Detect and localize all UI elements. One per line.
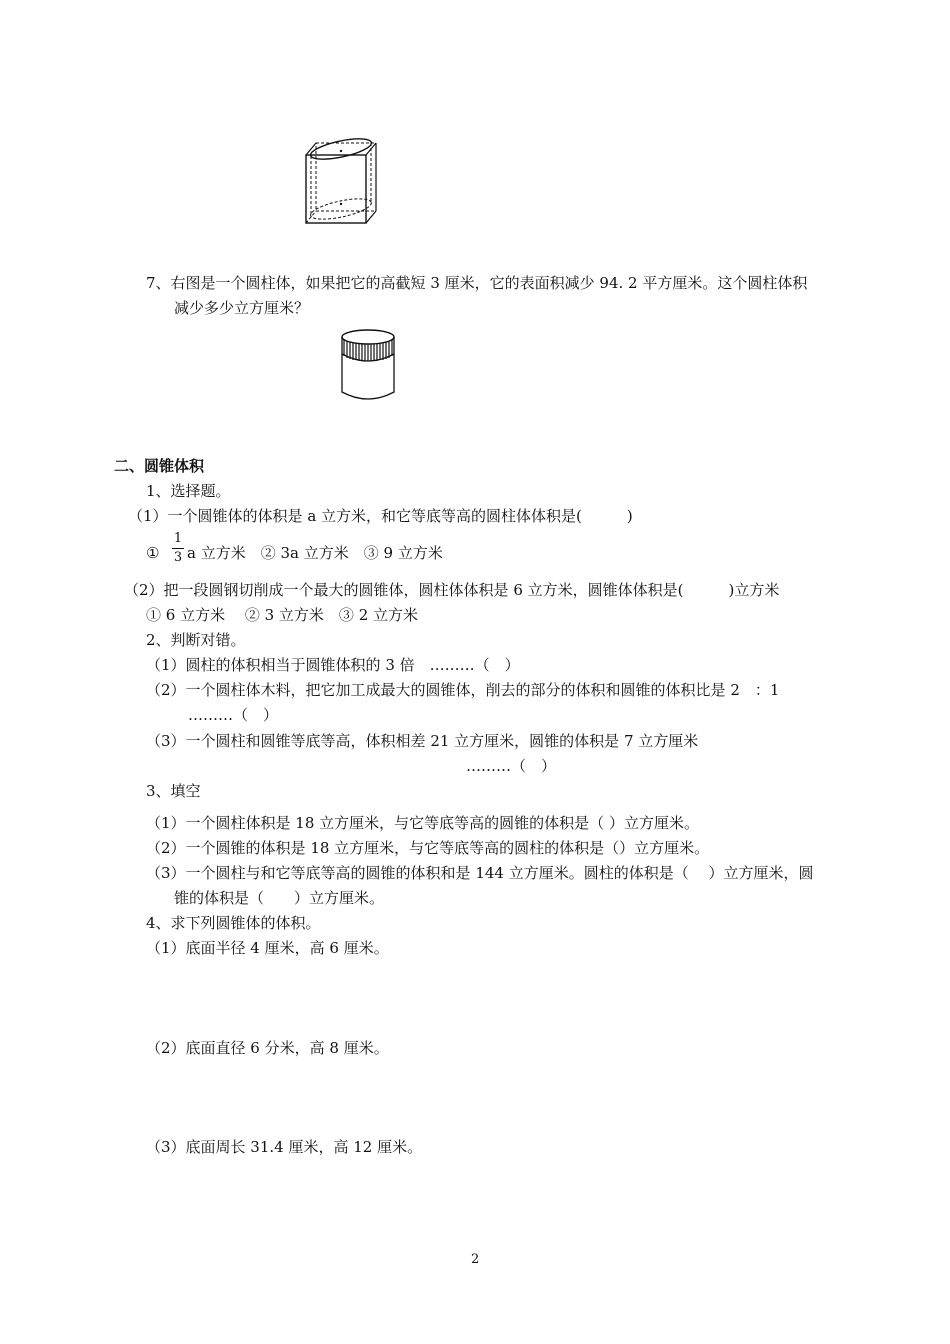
judge-statement-3-line-1: （3）一个圆柱和圆锥等底等高，体积相差 21 立方厘米，圆锥的体积是 7 立方厘米	[146, 732, 699, 750]
fill-blank-3-line-1: （3）一个圆柱与和它等底等高的圆锥的体积和是 144 立方厘米。圆柱的体积是（ ）立方厘米，圆	[146, 864, 814, 882]
fraction-numerator: 1	[173, 531, 183, 546]
question-7-line-2: 减少多少立方厘米？	[174, 299, 310, 317]
fill-blank-3-line-2: 锥的体积是（ ）立方厘米。	[174, 889, 385, 907]
choice-question-1-options: a 立方米 ② 3a 立方米 ③ 9 立方米	[187, 544, 443, 562]
one-third-fraction	[172, 531, 184, 566]
judge-statement-1: （1）圆柱的体积相当于圆锥体积的 3 倍 ………（ ）	[146, 656, 520, 674]
choice-question-1-option-mark: ①	[146, 544, 160, 562]
judge-statement-2-line-1: （2）一个圆柱体木料，把它加工成最大的圆锥体，削去的部分的体积和圆锥的体积比是 2 ：1	[146, 681, 780, 699]
part-1-heading: 1、选择题。	[146, 482, 231, 500]
compute-question-3: （3）底面周长 31.4 厘米，高 12 厘米。	[146, 1138, 423, 1156]
fill-blank-2: （2）一个圆锥的体积是 18 立方厘米，与它等底等高的圆柱的体积是（）立方厘米。	[146, 839, 710, 857]
choice-question-2: （2）把一段圆钢切削成一个最大的圆锥体，圆柱体体积是 6 立方米，圆锥体体积是( )立方米	[124, 581, 780, 599]
cylinder-in-cube-figure	[300, 138, 390, 238]
fill-blank-1: （1）一个圆柱体积是 18 立方厘米，与它等底等高的圆锥的体积是（ ）立方厘米。	[146, 814, 699, 832]
choice-question-2-options: ① 6 立方米 ② 3 立方米 ③ 2 立方米	[146, 606, 419, 624]
part-2-heading: 2、判断对错。	[146, 631, 246, 649]
compute-question-2: （2）底面直径 6 分米，高 8 厘米。	[146, 1039, 389, 1057]
page-number: 2	[471, 1252, 480, 1267]
part-3-heading: 3、填空	[146, 782, 201, 800]
choice-question-1: （1）一个圆锥体的体积是 a 立方米，和它等底等高的圆柱体体积是( )	[128, 507, 633, 525]
section-2-title: 二、圆锥体积	[114, 457, 205, 475]
question-7-line-1: 7、右图是一个圆柱体，如果把它的高截短 3 厘米，它的表面积减少 94. 2 平方厘米。这个圆柱体积	[146, 274, 808, 292]
fraction-denominator: 3	[173, 550, 183, 565]
compute-question-1: （1）底面半径 4 厘米，高 6 厘米。	[146, 939, 389, 957]
judge-statement-3-line-2: ………（ ）	[466, 757, 557, 775]
judge-statement-2-line-2: ………（ ）	[188, 706, 279, 724]
part-4-heading: 4、求下列圆锥体的体积。	[146, 914, 321, 932]
cylinder-figure	[338, 328, 398, 404]
